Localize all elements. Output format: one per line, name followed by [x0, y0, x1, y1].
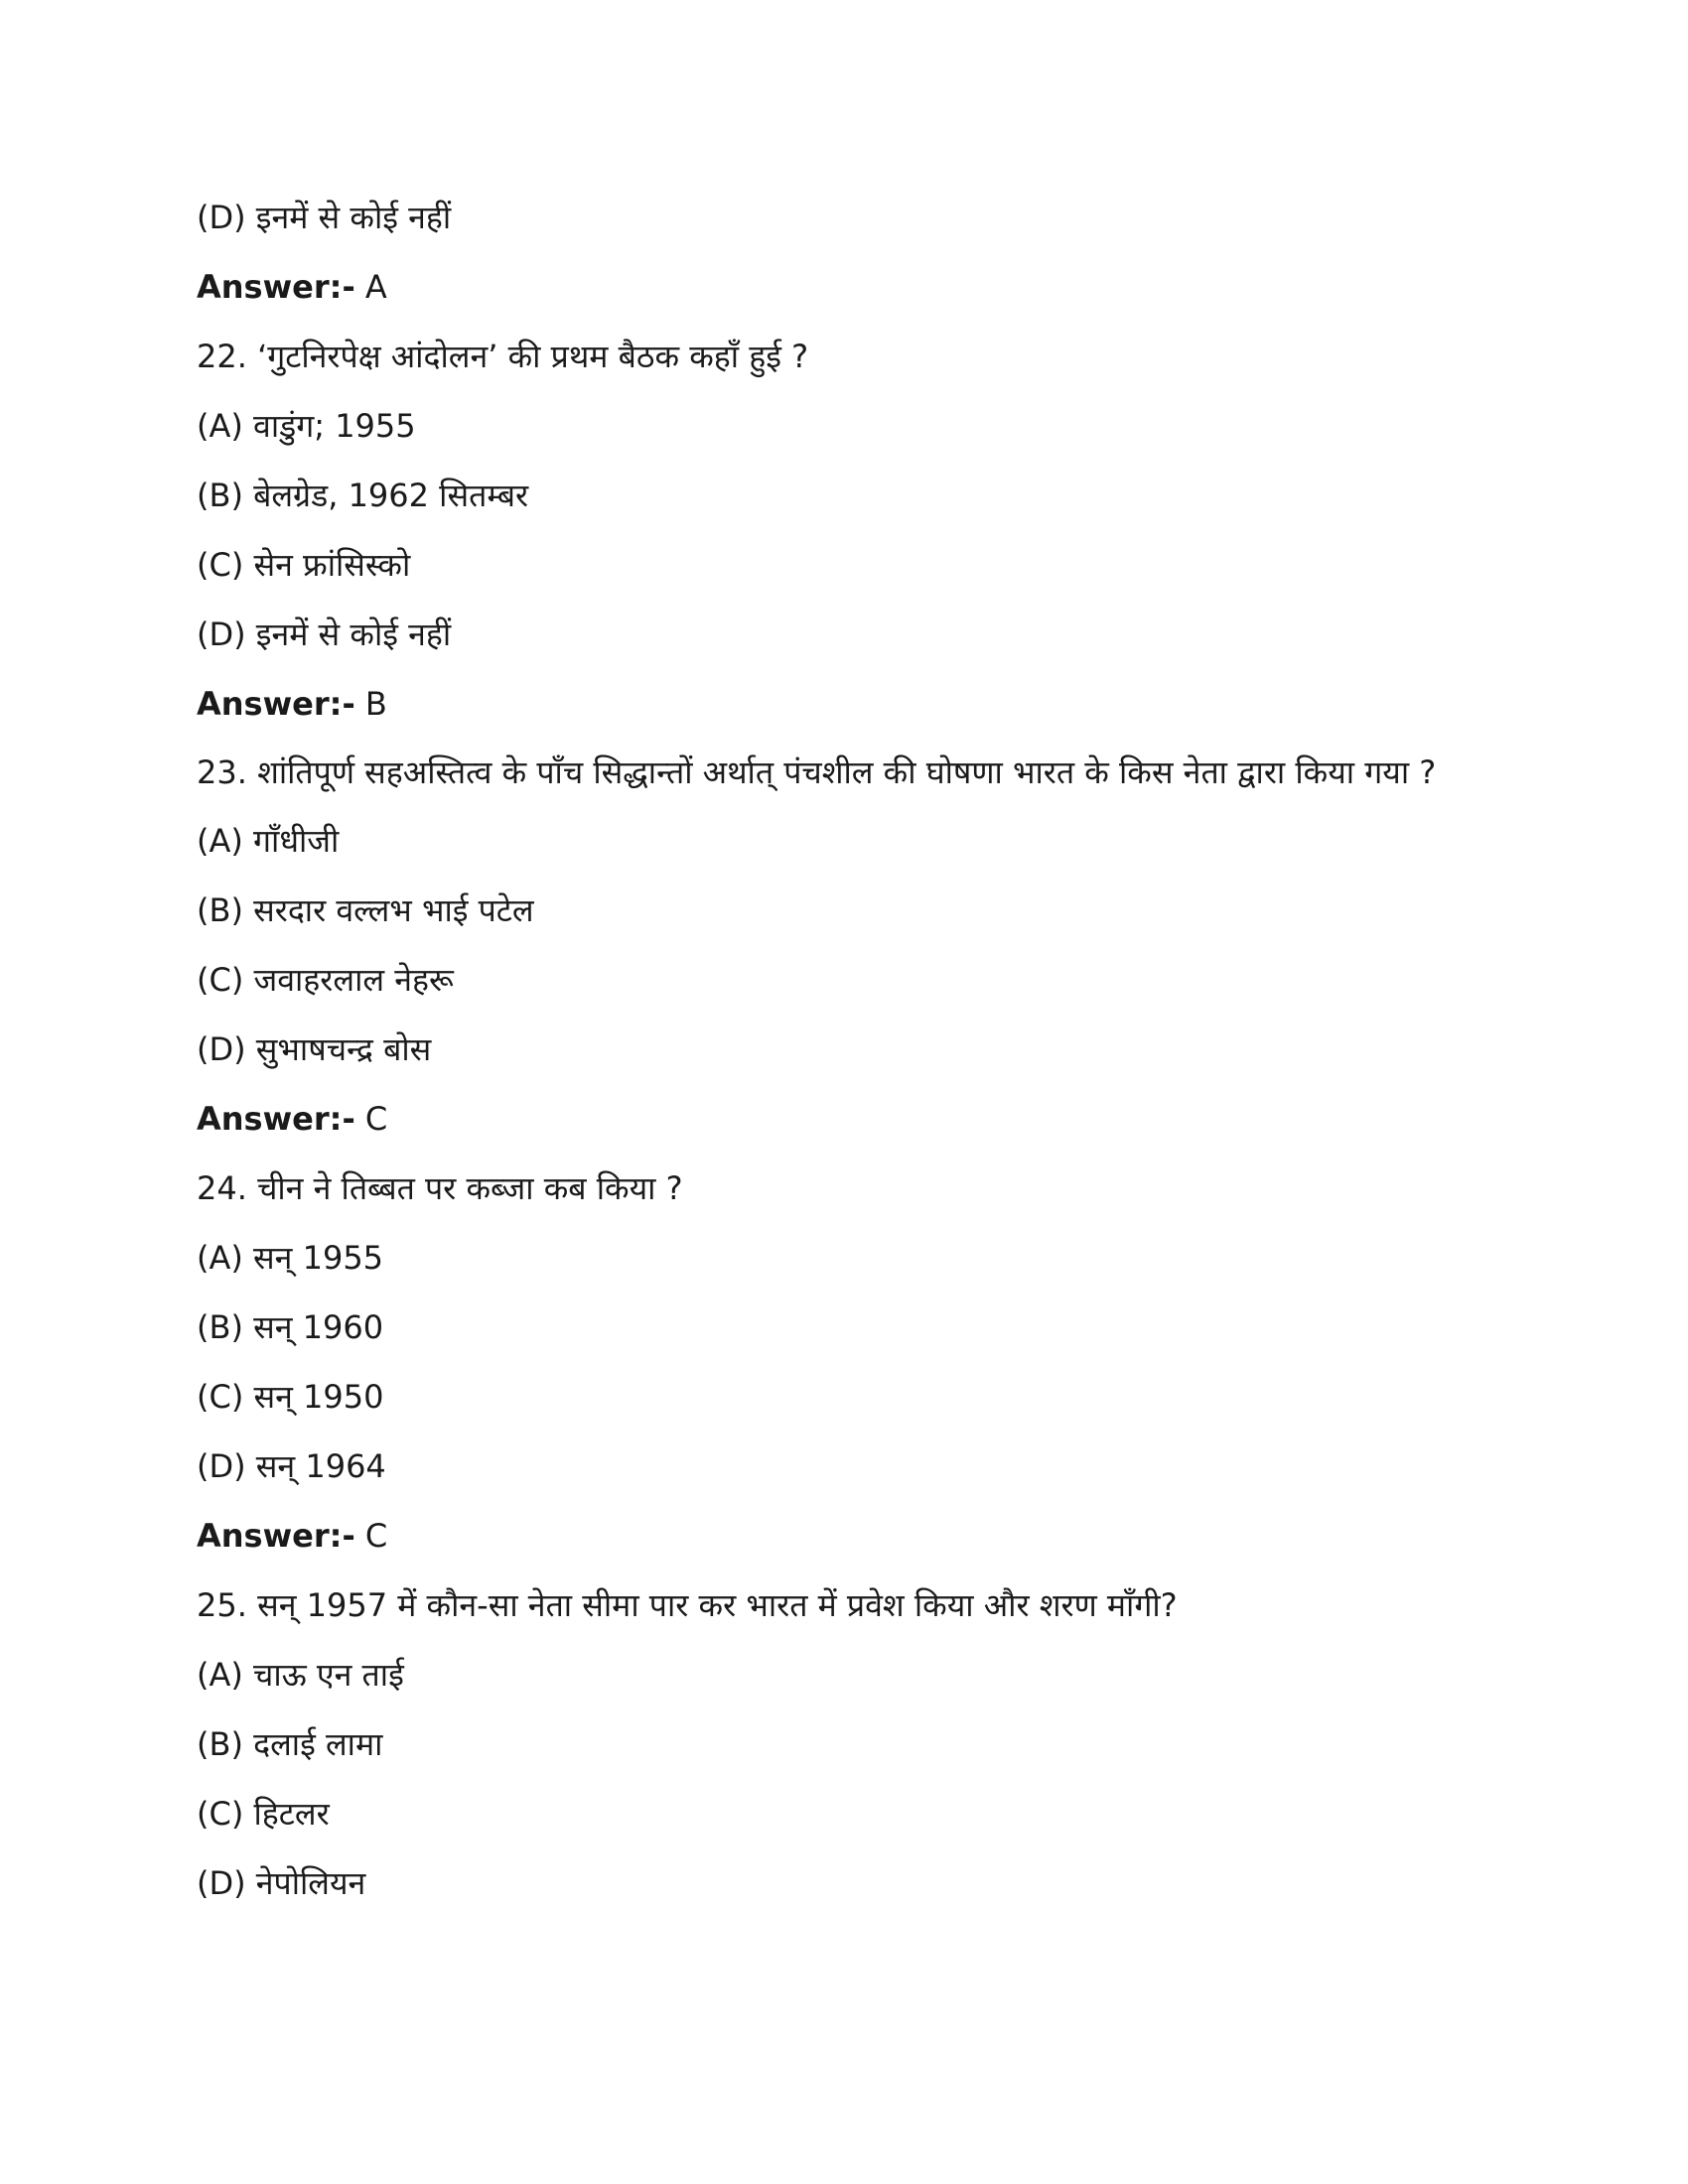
option-a: (A) चाऊ एन ताई: [197, 1656, 404, 1694]
answer-label: Answer:-: [197, 685, 355, 723]
option-a: (A) सन् 1955: [197, 1239, 384, 1277]
question-block-24: [197, 1165, 1487, 1559]
option-c: (C) सेन फ्रांसिस्को: [197, 546, 411, 584]
document-page: [197, 195, 1487, 1930]
option-c: (C) सन् 1950: [197, 1378, 384, 1416]
option-d: (D) इनमें से कोई नहीं: [197, 199, 452, 236]
question-block-25: [197, 1582, 1487, 1906]
question-block-21: [197, 195, 1487, 310]
answer-line: [197, 681, 1487, 727]
answer-value: B: [354, 685, 387, 723]
option-d: (D) सुभाषचन्द्र बोस: [197, 1030, 432, 1068]
option-b: (B) सन् 1960: [197, 1308, 384, 1346]
question-block-22: [197, 334, 1487, 727]
answer-label: Answer:-: [197, 1517, 355, 1555]
answer-line: [197, 1096, 1487, 1142]
question-text: 24. चीन ने तिब्बत पर कब्जा कब किया ?: [197, 1169, 683, 1207]
option-b: (B) सरदार वल्लभ भाई पटेल: [197, 891, 534, 929]
question-text: 23. शांतिपूर्ण सहअस्तित्व के पाँच सिद्धान्तों अर्थात् पंचशील की घोषणा भारत के किस नेता द्वारा किया गया ?: [197, 753, 1437, 791]
question-text: 22. ‘गुटनिरपेक्ष आंदोलन’ की प्रथम बैठक कहाँ हुई ?: [197, 338, 809, 375]
option-b: (B) दलाई लामा: [197, 1725, 383, 1763]
option-a: (A) वाडुंग; 1955: [197, 407, 416, 445]
option-c: (C) जवाहरलाल नेहरू: [197, 961, 454, 999]
answer-value: A: [354, 268, 387, 306]
answer-value: C: [354, 1100, 388, 1138]
option-d: (D) इनमें से कोई नहीं: [197, 615, 452, 653]
option-a: (A) गाँधीजी: [197, 822, 340, 860]
question-block-23: [197, 751, 1487, 1142]
answer-label: Answer:-: [197, 1100, 355, 1138]
answer-value: C: [354, 1517, 388, 1555]
option-d: (D) सन् 1964: [197, 1447, 386, 1485]
answer-line: [197, 1513, 1487, 1559]
question-text: 25. सन् 1957 में कौन-सा नेता सीमा पार कर भारत में प्रवेश किया और शरण माँगी?: [197, 1586, 1178, 1624]
option-d: (D) नेपोलियन: [197, 1864, 366, 1902]
option-b: (B) बेलग्रेड, 1962 सितम्बर: [197, 477, 529, 514]
answer-line: [197, 264, 1487, 310]
option-c: (C) हिटलर: [197, 1795, 330, 1833]
answer-label: Answer:-: [197, 268, 355, 306]
